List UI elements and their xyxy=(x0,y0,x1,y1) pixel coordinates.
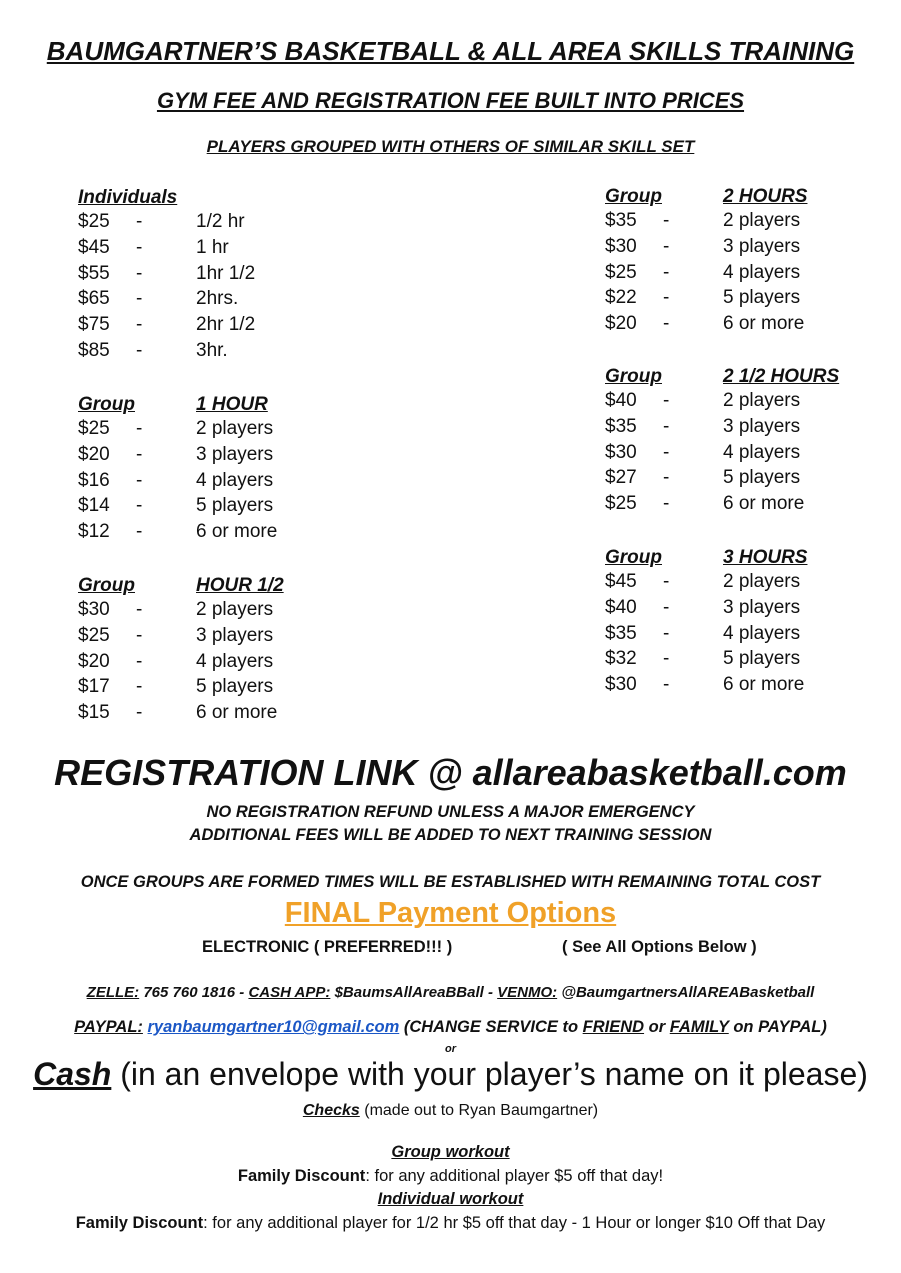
price: $30 xyxy=(605,235,637,257)
section-duration: 1 HOUR xyxy=(196,394,268,415)
dash: - xyxy=(136,676,143,698)
players: 5 players xyxy=(723,287,801,309)
separator: - xyxy=(487,984,493,1001)
price-row xyxy=(605,467,901,493)
dash: - xyxy=(663,493,670,515)
price: $17 xyxy=(78,676,110,698)
price: $25 xyxy=(605,261,637,283)
players: 6 or more xyxy=(723,674,805,696)
price-row xyxy=(605,416,901,442)
price: $20 xyxy=(78,443,110,465)
price: $27 xyxy=(605,467,637,489)
players: 2 players xyxy=(723,571,801,592)
price: $45 xyxy=(605,571,637,592)
dash: - xyxy=(136,314,143,336)
price: $35 xyxy=(605,622,637,644)
see-all-options: ( See All Options Below ) xyxy=(562,938,757,956)
cashapp-handle: $BaumsAllAreaBBall xyxy=(334,984,484,1001)
price-row xyxy=(78,211,378,237)
dash: - xyxy=(136,495,143,517)
price-row xyxy=(78,676,378,702)
page-subtitle: GYM FEE AND REGISTRATION FEE BUILT INTO PRICES xyxy=(156,88,745,113)
price-row xyxy=(78,340,378,366)
cash-line xyxy=(0,1056,901,1093)
players: 6 or more xyxy=(196,702,278,724)
dash: - xyxy=(663,235,670,257)
price: $30 xyxy=(78,599,110,620)
players: 5 players xyxy=(723,648,801,670)
price-row xyxy=(78,625,378,651)
price-row xyxy=(605,648,901,674)
zelle-number: 765 760 1816 xyxy=(143,984,236,1001)
or-separator: or xyxy=(445,1043,456,1055)
price-row xyxy=(78,521,378,547)
section-duration: 2 1/2 HOURS xyxy=(723,366,840,387)
price: $12 xyxy=(78,521,110,543)
duration: 1hr 1/2 xyxy=(196,262,256,284)
dash: - xyxy=(136,624,143,646)
price-row xyxy=(605,597,901,623)
price-row xyxy=(78,288,378,314)
group-hour-half-section xyxy=(78,575,378,728)
dash: - xyxy=(136,521,143,543)
price-row xyxy=(605,313,901,339)
group-family-discount xyxy=(0,1167,901,1186)
payment-options-heading: FINAL Payment Options xyxy=(284,897,617,929)
group-workout-heading: Group workout xyxy=(391,1143,510,1161)
duration: 2hrs. xyxy=(196,288,239,310)
price-row xyxy=(78,702,378,728)
section-heading: Individuals xyxy=(78,187,178,208)
section-heading: Group xyxy=(605,366,662,387)
players: 5 players xyxy=(196,495,274,517)
group-3-hours-section xyxy=(605,547,901,700)
cash-note: (in an envelope with your player’s name on it please) xyxy=(120,1056,868,1092)
price: $20 xyxy=(605,313,637,335)
paypal-family: FAMILY xyxy=(669,1018,729,1036)
players: 3 players xyxy=(196,624,274,646)
separator: - xyxy=(239,984,245,1001)
section-heading: Group xyxy=(605,547,662,568)
dash: - xyxy=(136,236,143,258)
duration: 3hr. xyxy=(196,339,228,361)
players: 3 players xyxy=(723,415,801,437)
dash: - xyxy=(136,702,143,724)
price-row xyxy=(78,444,378,470)
players: 4 players xyxy=(196,469,274,491)
price-row xyxy=(605,287,901,313)
fees-note: ADDITIONAL FEES WILL BE ADDED TO NEXT TRAINING SESSION xyxy=(189,826,712,844)
players: 3 players xyxy=(723,596,801,618)
paypal-friend: FRIEND xyxy=(582,1018,645,1036)
price-row xyxy=(605,390,901,416)
price-row xyxy=(78,418,378,444)
paypal-label: PAYPAL: xyxy=(74,1018,143,1036)
price: $30 xyxy=(605,441,637,463)
paypal-email-link[interactable]: ryanbaumgartner10@gmail.com xyxy=(147,1018,400,1036)
dash: - xyxy=(663,674,670,696)
players: 5 players xyxy=(196,676,274,698)
family-discount-text: : for any additional player for 1/2 hr $5 off that day - 1 Hour or longer $10 Off that Day xyxy=(203,1214,826,1232)
page-title: BAUMGARTNER’S BASKETBALL & ALL AREA SKILLS TRAINING xyxy=(46,36,855,66)
family-discount-label: Family Discount xyxy=(237,1167,366,1185)
dash: - xyxy=(136,599,143,620)
players: 2 players xyxy=(196,599,274,620)
players: 4 players xyxy=(196,650,274,672)
price: $32 xyxy=(605,648,637,670)
dash: - xyxy=(136,262,143,284)
dash: - xyxy=(136,650,143,672)
price-row xyxy=(78,314,378,340)
group-2-hours-section xyxy=(605,186,901,339)
price: $25 xyxy=(605,493,637,515)
players: 3 players xyxy=(196,443,274,465)
price: $35 xyxy=(605,415,637,437)
section-heading: Group xyxy=(605,186,662,207)
refund-note: NO REGISTRATION REFUND UNLESS A MAJOR EMERGENCY xyxy=(206,803,695,821)
section-heading: Group xyxy=(78,575,135,596)
price-row xyxy=(78,651,378,677)
dash: - xyxy=(136,418,143,439)
price: $25 xyxy=(78,211,110,232)
price-row xyxy=(78,237,378,263)
cashapp-label: CASH APP: xyxy=(248,984,331,1001)
price-row xyxy=(605,571,901,597)
electronic-payment-line xyxy=(0,984,901,1001)
dash: - xyxy=(663,571,670,592)
family-discount-text: : for any additional player $5 off that day! xyxy=(365,1167,664,1185)
price-row xyxy=(78,263,378,289)
price: $25 xyxy=(78,624,110,646)
price-row xyxy=(78,599,378,625)
players: 6 or more xyxy=(723,313,805,335)
price: $15 xyxy=(78,702,110,724)
price: $30 xyxy=(605,674,637,696)
dash: - xyxy=(663,210,670,231)
price: $14 xyxy=(78,495,110,517)
individuals-section xyxy=(78,187,378,366)
price: $75 xyxy=(78,314,110,336)
price: $22 xyxy=(605,287,637,309)
dash: - xyxy=(663,622,670,644)
price-row xyxy=(605,210,901,236)
dash: - xyxy=(136,211,143,232)
dash: - xyxy=(663,415,670,437)
price-row xyxy=(605,493,901,519)
group-1-hour-section xyxy=(78,394,378,547)
price-row xyxy=(605,442,901,468)
players: 2 players xyxy=(196,418,274,439)
dash: - xyxy=(663,261,670,283)
dash: - xyxy=(136,339,143,361)
checks-note: (made out to Ryan Baumgartner) xyxy=(364,1102,599,1119)
dash: - xyxy=(663,596,670,618)
cash-label: Cash xyxy=(33,1056,112,1092)
price-row xyxy=(605,623,901,649)
players: 3 players xyxy=(723,235,801,257)
price: $40 xyxy=(605,596,637,618)
section-duration: 3 HOURS xyxy=(723,547,808,568)
price: $16 xyxy=(78,469,110,491)
registration-link-heading: REGISTRATION LINK @ allareabasketball.com xyxy=(54,752,847,793)
dash: - xyxy=(663,287,670,309)
dash: - xyxy=(663,467,670,489)
duration: 2hr 1/2 xyxy=(196,314,256,336)
dash: - xyxy=(663,648,670,670)
paypal-note: (CHANGE SERVICE to xyxy=(403,1018,579,1036)
duration: 1/2 hr xyxy=(196,211,245,232)
price: $45 xyxy=(78,236,110,258)
section-duration: HOUR 1/2 xyxy=(196,575,284,596)
players: 4 players xyxy=(723,441,801,463)
players: 6 or more xyxy=(723,493,805,515)
price: $85 xyxy=(78,339,110,361)
checks-label: Checks xyxy=(302,1102,360,1119)
price: $35 xyxy=(605,210,637,231)
price: $20 xyxy=(78,650,110,672)
family-discount-label: Family Discount xyxy=(75,1214,204,1232)
dash: - xyxy=(663,390,670,411)
venmo-handle: @BaumgartnersAllAREABasketball xyxy=(561,984,815,1001)
section-duration: 2 HOURS xyxy=(723,186,808,207)
price-row xyxy=(605,236,901,262)
players: 6 or more xyxy=(196,521,278,543)
section-heading: Group xyxy=(78,394,135,415)
groups-note: ONCE GROUPS ARE FORMED TIMES WILL BE ESTABLISHED WITH REMAINING TOTAL COST xyxy=(80,873,821,891)
price-row xyxy=(605,674,901,700)
players: 2 players xyxy=(723,390,801,411)
price: $55 xyxy=(78,262,110,284)
price: $25 xyxy=(78,418,110,439)
individual-workout-heading: Individual workout xyxy=(377,1190,524,1208)
price-row xyxy=(78,470,378,496)
price: $65 xyxy=(78,288,110,310)
zelle-label: ZELLE: xyxy=(86,984,140,1001)
individual-family-discount xyxy=(0,1214,901,1233)
duration: 1 hr xyxy=(196,236,229,258)
checks-line xyxy=(0,1102,901,1120)
group-2-half-hours-section xyxy=(605,366,901,519)
players: 4 players xyxy=(723,622,801,644)
dash: - xyxy=(136,469,143,491)
paypal-line xyxy=(0,1018,901,1037)
paypal-note-end: on PAYPAL) xyxy=(733,1018,827,1036)
price: $40 xyxy=(605,390,637,411)
players: 2 players xyxy=(723,210,801,231)
electronic-preferred: ELECTRONIC ( PREFERRED!!! ) xyxy=(202,938,453,956)
dash: - xyxy=(663,313,670,335)
price-row xyxy=(605,262,901,288)
dash: - xyxy=(136,443,143,465)
players: 4 players xyxy=(723,261,801,283)
dash: - xyxy=(663,441,670,463)
paypal-or: or xyxy=(648,1018,666,1036)
players: 5 players xyxy=(723,467,801,489)
grouping-note: PLAYERS GROUPED WITH OTHERS OF SIMILAR SKILL SET xyxy=(206,137,695,156)
dash: - xyxy=(136,288,143,310)
price-row xyxy=(78,495,378,521)
venmo-label: VENMO: xyxy=(497,984,558,1001)
